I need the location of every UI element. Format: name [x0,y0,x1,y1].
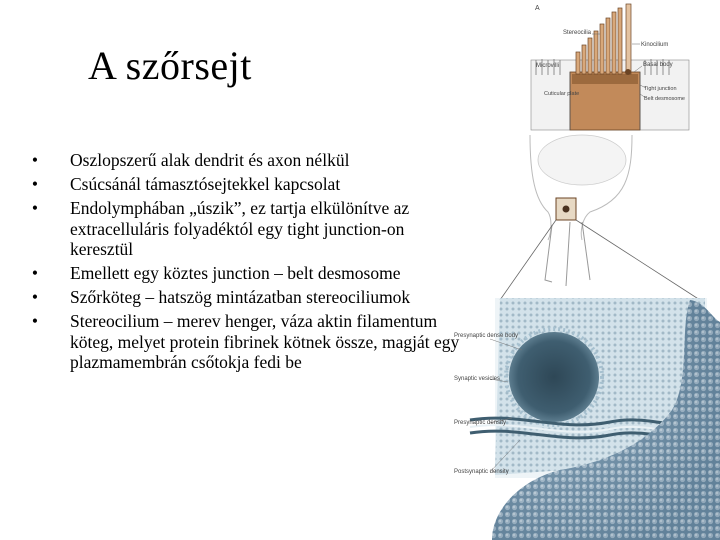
label-kinocilium: Kinocilium [641,42,669,48]
label-presynaptic-density: Presynaptic density [454,420,507,426]
label-stereocilia: Stereocilia [563,30,592,36]
label-basal-body: Basal body [643,62,673,68]
slide-title: A szőrsejt [88,43,252,88]
bullet-dot: • [31,174,39,194]
bullet-text: Stereocilium – merev henger, váza aktin filamentum köteg, melyet protein fibrinek kötnek össze, magját egy plazmamembrán csőtokja fedi be [70,311,460,372]
label-cuticular-plate: Cuticular plate [544,91,580,97]
label-belt-desmosome: Belt desmosome [644,96,685,102]
bullet-dot: • [31,198,39,218]
hair-cell-outline [500,135,700,300]
bullet-text: Endolymphában „úszik”, ez tartja elkülönítve az extracelluláris folyadéktól egy tight junction-on keresztül [70,198,410,259]
bullet-dot: • [31,287,39,307]
label-synaptic-vesicles: Synaptic vesicles [454,376,501,382]
bullet-dot: • [31,311,39,331]
label-postsynaptic-density: Postsynaptic density [454,469,509,475]
bullet-dot: • [31,263,39,283]
panel-label: A [535,5,540,12]
bullet-text: Oszlopszerű alak dendrit és axon nélkül [70,150,350,170]
label-presynaptic-dense-body: Presynaptic dense body [454,333,519,339]
hair-bundle-diagram [531,4,689,130]
bullet-text: Csúcsánál támasztósejtekkel kapcsolat [70,174,341,194]
label-microvilli: Microvilli [536,63,559,69]
bullet-text: Szőrköteg – hatszög mintázatban stereociliumok [70,287,411,307]
bullet-text: Emellett egy köztes junction – belt desmosome [70,263,401,283]
bullet-dot: • [31,150,39,170]
label-tight-junction: Tight junction [644,86,677,92]
